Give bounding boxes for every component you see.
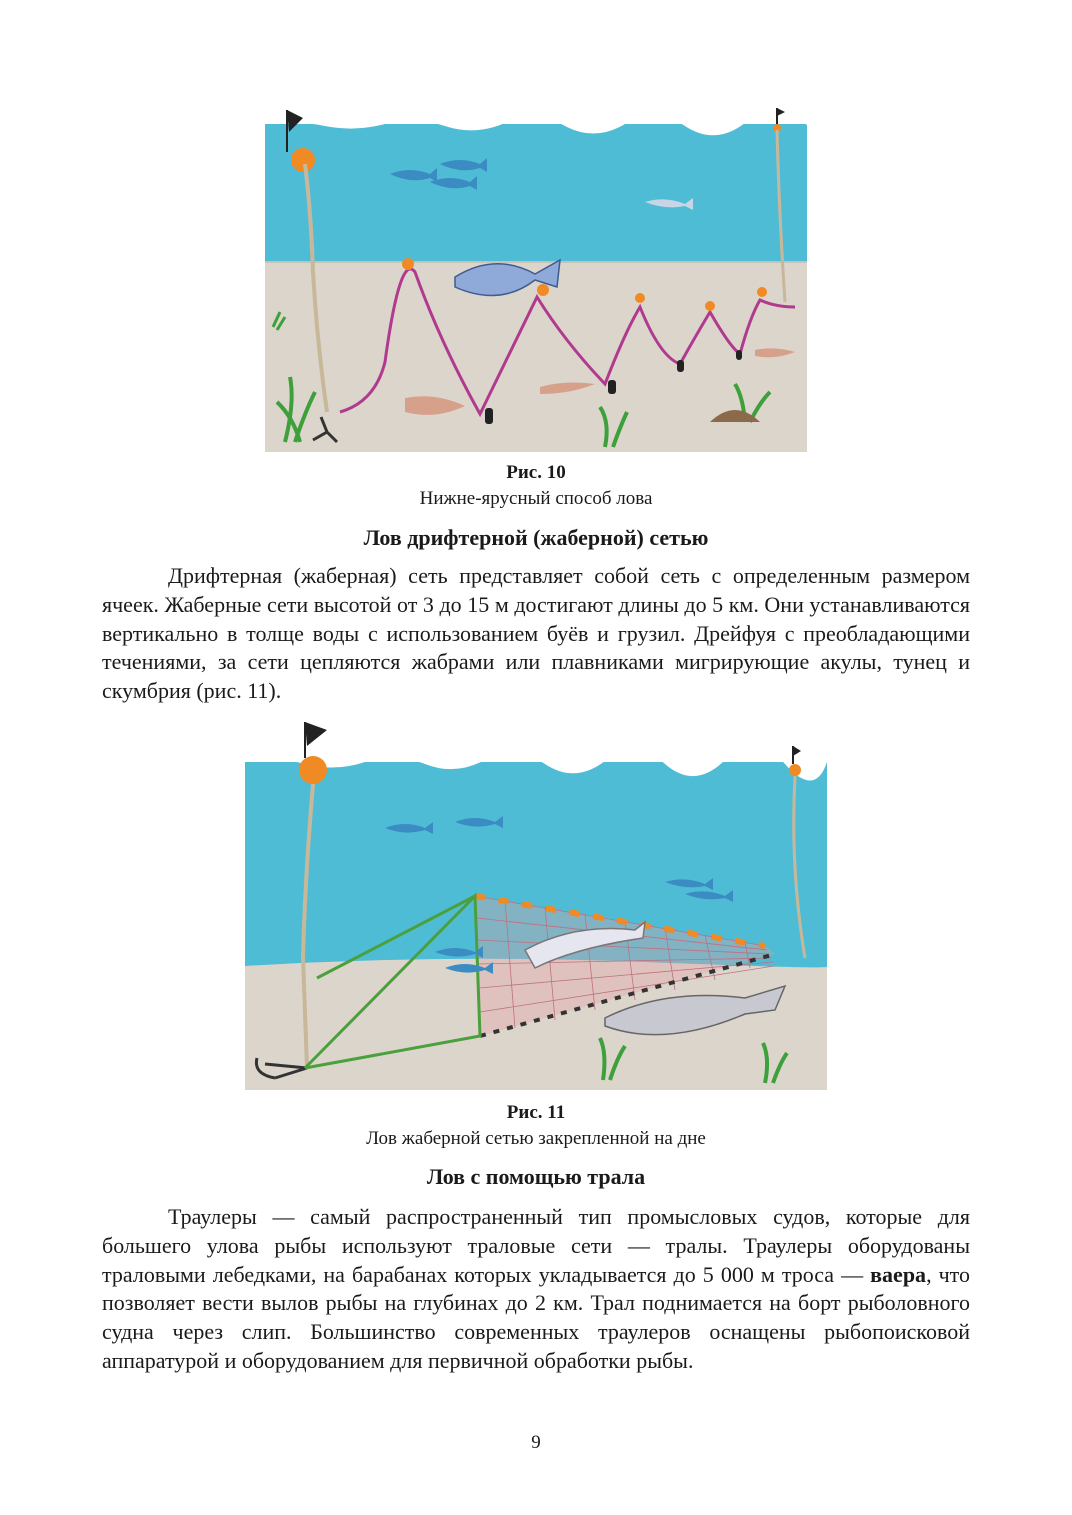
figure-10-illustration: [265, 102, 807, 452]
paragraph-drift-net: Дрифтерная (жаберная) сеть представляет собой сеть с определенным размером ячеек. Жаберные сети высотой от 3 до 15 м достигают длины до 5 км. Они устанавливаются вертикально в толще воды с использованием буёв и грузил. Дрейфуя с преобладающими течениями, за сети цепляются жабрами или плавниками мигрирующие акулы, тунец и скумбрия (рис. 11).: [102, 563, 970, 704]
figure-10-caption: Нижне-ярусный способ лова: [419, 488, 653, 509]
page-number: 9: [531, 1432, 541, 1453]
figure-11-caption: Лов жаберной сетью закрепленной на дне: [366, 1128, 706, 1149]
section-heading-trawl: Лов с помощью трала: [426, 1164, 646, 1189]
paragraph-trawl-part1: Траулеры — самый распространенный тип промысловых судов, которые для большего улова рыбы используют траловые сети — тралы. Траулеры оборудованы траловыми лебедками, на барабанах которых укладывается до 5 000 м троса —: [102, 1204, 970, 1287]
bold-term-vaera: ваера: [870, 1261, 927, 1287]
paragraph-trawl-part2: , что позволяет вести вылов рыбы на глубинах до 2 км. Трал поднимается на борт рыболовного судна через слип. Большинство современных траулеров оснащены рыбопоисковой аппаратурой и оборудованием для первичной обработки рыбы.: [102, 1261, 970, 1373]
figure-11-number: Рис. 11: [506, 1102, 566, 1123]
section-heading-drift-net: Лов дрифтерной (жаберной) сетью: [363, 525, 709, 550]
figure-10-number: Рис. 10: [506, 462, 566, 483]
figure-11-illustration: [245, 718, 827, 1090]
paragraph-trawl: [102, 1203, 970, 1376]
